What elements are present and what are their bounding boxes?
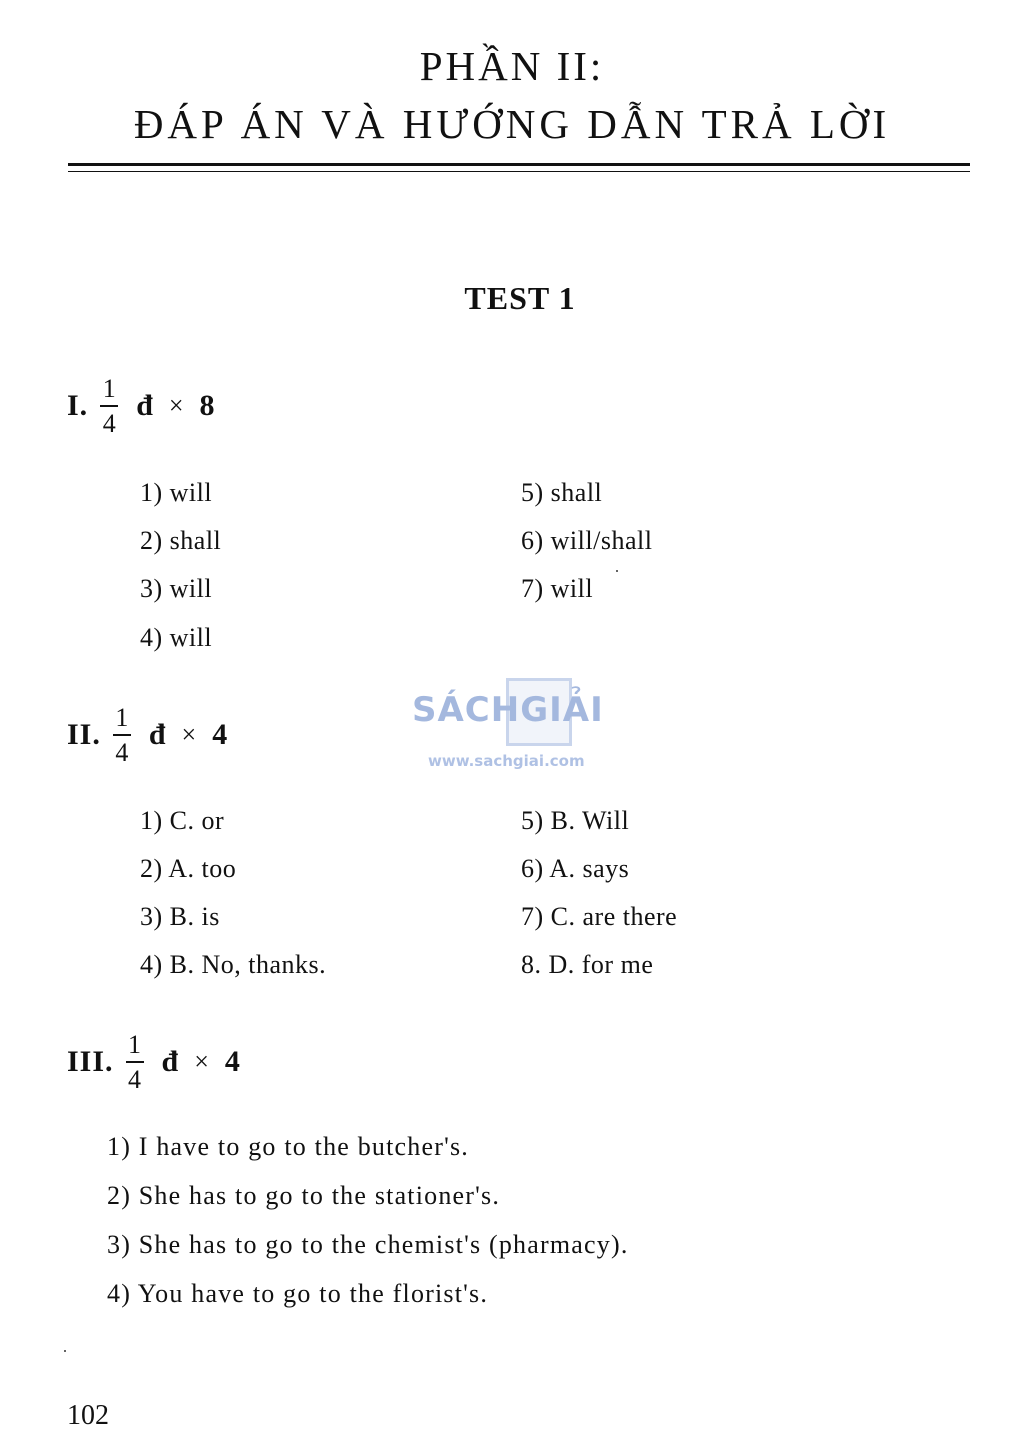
score-multiplier: 4: [224, 1045, 240, 1079]
score-unit: đ: [136, 389, 153, 423]
answer-item: 1) will: [140, 478, 213, 507]
answer-item: 6) A. says: [521, 854, 630, 883]
sachgiai-watermark: [408, 676, 618, 776]
score-multiplier: 8: [199, 389, 215, 423]
answer-item: 1) C. or: [140, 806, 225, 835]
fraction-numerator: 1: [115, 703, 129, 732]
fraction-numerator: 1: [128, 1030, 142, 1059]
answer-sentence: 1) I have to go to the butcher's.: [107, 1132, 469, 1161]
fraction-denominator: 4: [128, 1064, 142, 1094]
scan-speck: [64, 1350, 66, 1352]
fraction-denominator: 4: [115, 737, 129, 767]
answer-item: 5) shall: [521, 478, 603, 507]
answer-sentence: 2) She has to go to the stationer's.: [107, 1181, 501, 1210]
score-unit: đ: [148, 718, 166, 752]
header-divider-thick: [68, 163, 970, 166]
answer-sentence: 4) You have to go to the florist's.: [107, 1279, 489, 1308]
scan-speck: [616, 570, 618, 572]
multiply-sign: ×: [168, 391, 184, 421]
score-fraction: [113, 705, 131, 766]
answer-item: 7) will: [521, 574, 594, 603]
header-divider-thin: [68, 171, 970, 172]
answer-item: 2) shall: [140, 526, 222, 555]
answer-item: 4) B. No, thanks.: [140, 950, 327, 979]
answer-item: 2) A. too: [140, 854, 237, 883]
test-title: TEST 1: [464, 280, 576, 316]
section-2-heading: [67, 705, 227, 766]
section-roman-numeral: I.: [67, 389, 89, 423]
watermark-logo-text: SÁCHGIẢI: [412, 690, 604, 730]
multiply-sign: ×: [181, 720, 197, 750]
answer-item: 7) C. are there: [521, 902, 678, 931]
score-fraction: [100, 376, 118, 437]
score-fraction: [126, 1032, 144, 1093]
fraction-numerator: 1: [102, 374, 116, 403]
answer-item: 3) B. is: [140, 902, 220, 931]
multiply-sign: ×: [194, 1047, 209, 1077]
section-roman-numeral: III.: [67, 1045, 114, 1079]
answer-item: 8. D. for me: [521, 950, 654, 979]
fraction-denominator: 4: [102, 408, 116, 438]
section-3-heading: [67, 1032, 240, 1093]
section-roman-numeral: II.: [67, 718, 101, 752]
answer-item: 3) will: [140, 574, 213, 603]
part-title: PHẦN II:: [419, 43, 605, 89]
answer-item: 4) will: [140, 623, 213, 652]
score-unit: đ: [161, 1045, 179, 1079]
part-subtitle: ĐÁP ÁN VÀ HƯỚNG DẪN TRẢ LỜI: [133, 101, 891, 147]
answer-item: 5) B. Will: [521, 806, 630, 835]
score-multiplier: 4: [212, 718, 228, 752]
answer-item: 6) will/shall: [521, 526, 653, 555]
watermark-url: www.sachgiai.com: [428, 752, 585, 770]
answer-sentence: 3) She has to go to the chemist's (pharmacy).: [107, 1230, 629, 1259]
section-1-heading: [67, 376, 215, 437]
page-number: 102: [67, 1400, 109, 1431]
